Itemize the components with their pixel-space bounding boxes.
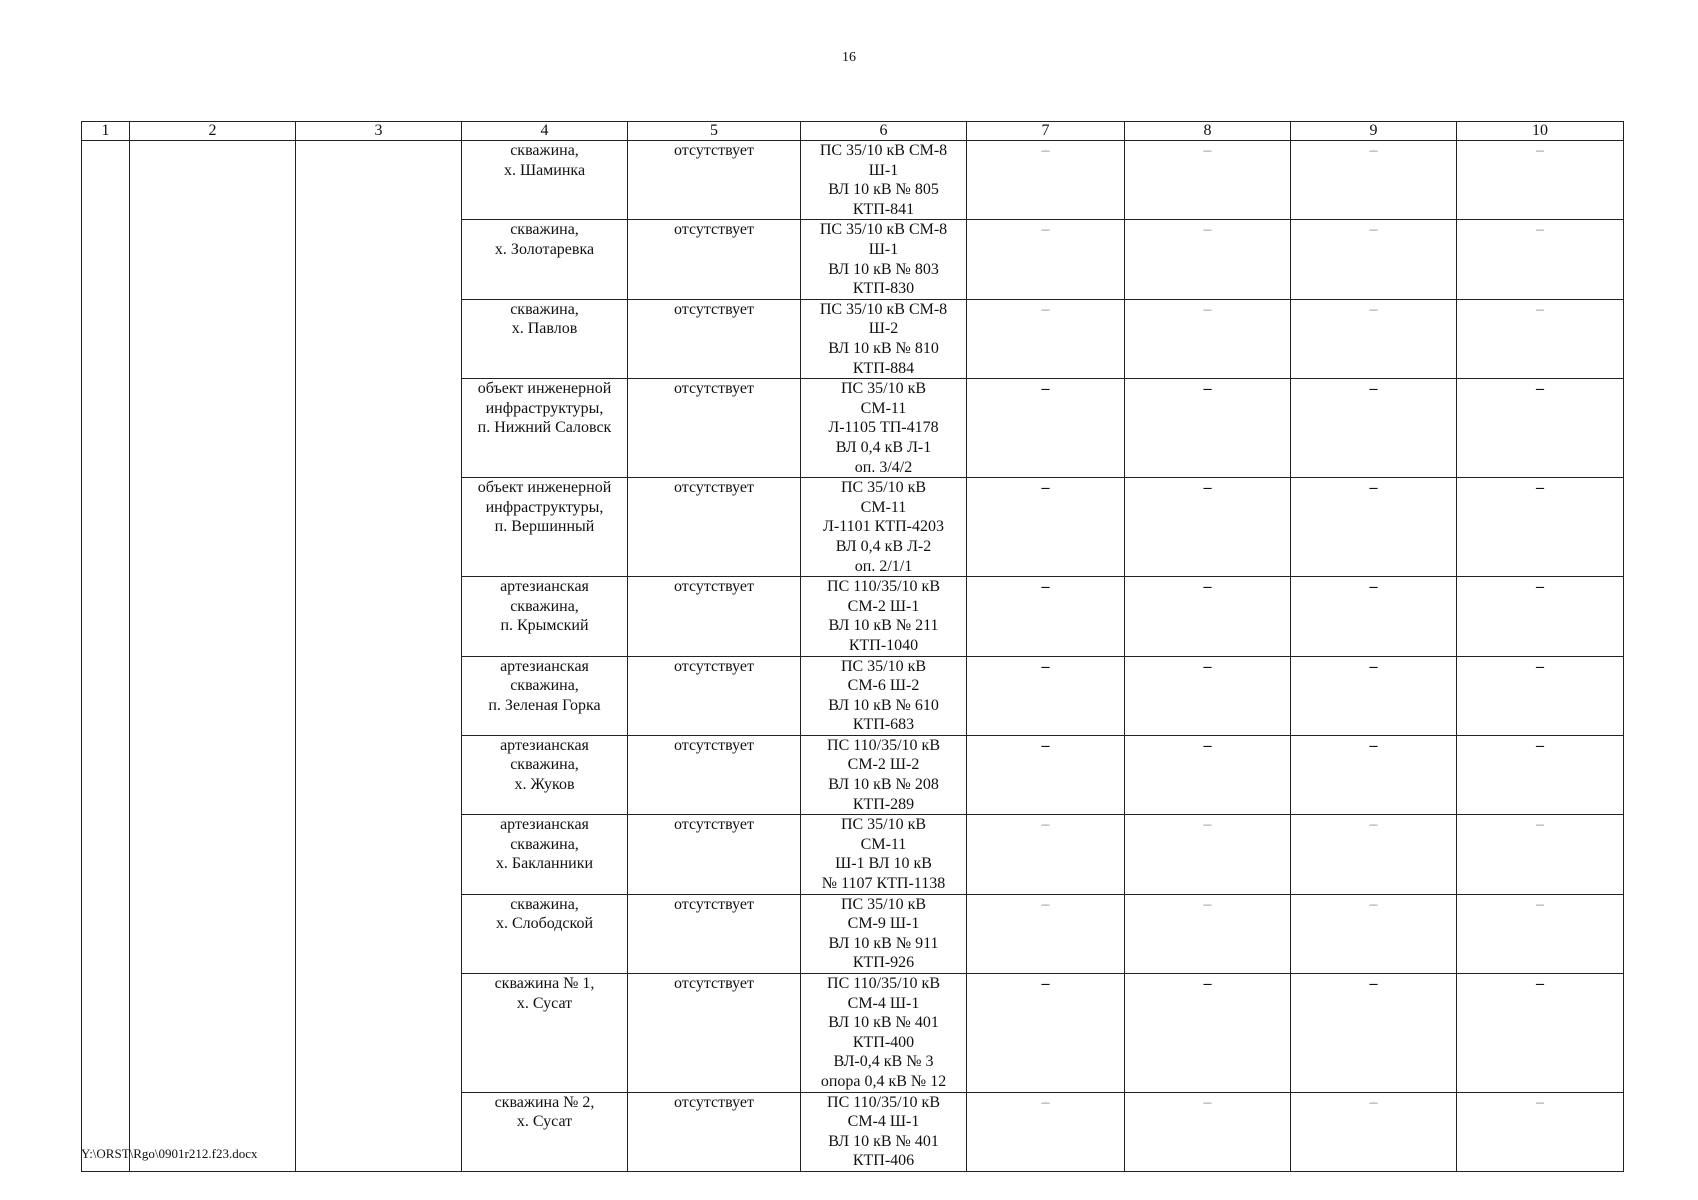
column-header: 8 — [1125, 122, 1291, 141]
dash-text: – — [1536, 479, 1544, 497]
dash-text: – — [1536, 380, 1544, 398]
object-cell-text: скважина, х. Шаминка — [503, 142, 586, 179]
dash-cell — [1291, 478, 1457, 577]
dash-text: – — [1536, 221, 1544, 239]
dash-text: – — [1041, 895, 1050, 913]
dash-text: – — [1536, 142, 1544, 159]
dash-cell — [1457, 1092, 1624, 1171]
dash-text: – — [1369, 300, 1378, 318]
object-cell — [462, 220, 628, 299]
object-cell — [462, 299, 628, 378]
power-source-cell-text: ПС 35/10 кВ СМ-8 Ш-2 ВЛ 10 кВ № 810 КТП-884 — [819, 300, 948, 377]
power-source-cell — [801, 577, 967, 656]
dash-text: – — [1041, 1093, 1050, 1111]
power-source-cell-text: ПС 110/35/10 кВ СМ-2 Ш-1 ВЛ 10 кВ № 211 КТП-1040 — [827, 578, 940, 654]
dash-cell — [1125, 141, 1291, 220]
table-body — [82, 141, 1624, 1172]
dash-text: – — [1203, 380, 1212, 398]
dash-text: – — [1369, 479, 1378, 497]
dash-cell — [1125, 894, 1291, 973]
dash-text: – — [1041, 816, 1050, 834]
column-header: 2 — [130, 122, 296, 141]
dash-text: – — [1536, 300, 1544, 318]
dash-cell — [1457, 577, 1624, 656]
column-header: 6 — [801, 122, 967, 141]
status-cell-text: отсутствует — [673, 1093, 755, 1111]
dash-cell — [1291, 974, 1457, 1093]
status-cell-text: отсутствует — [673, 479, 755, 497]
power-source-cell — [801, 894, 967, 973]
dash-cell — [1291, 1092, 1457, 1171]
status-cell — [628, 1092, 801, 1171]
dash-cell — [967, 478, 1125, 577]
dash-text: – — [1536, 895, 1544, 913]
dash-cell — [967, 379, 1125, 478]
dash-text: – — [1041, 975, 1050, 992]
dash-cell — [1291, 299, 1457, 378]
dash-text: – — [1041, 221, 1050, 239]
dash-text: – — [1536, 975, 1544, 992]
dash-text: – — [1369, 142, 1378, 159]
header-row — [82, 122, 1624, 141]
dash-text: – — [1369, 221, 1378, 239]
power-source-cell — [801, 656, 967, 735]
dash-text: – — [1369, 736, 1378, 754]
table-row — [82, 141, 1624, 220]
power-source-cell — [801, 735, 967, 814]
status-cell-text: отсутствует — [673, 221, 755, 239]
dash-text: – — [1041, 300, 1050, 318]
dash-text: – — [1203, 578, 1212, 596]
dash-cell — [1457, 299, 1624, 378]
column-3-cell — [296, 141, 462, 1172]
power-source-cell-text: ПС 110/35/10 кВ СМ-2 Ш-2 ВЛ 10 кВ № 208 КТП-289 — [827, 736, 940, 813]
column-header: 10 — [1457, 122, 1624, 141]
power-source-cell-text: ПС 35/10 кВ СМ-11 Ш-1 ВЛ 10 кВ № 1107 КТП-1138 — [821, 816, 946, 893]
power-source-cell-text: ПС 35/10 кВ СМ-9 Ш-1 ВЛ 10 кВ № 911 КТП-926 — [828, 895, 939, 972]
object-cell — [462, 478, 628, 577]
dash-cell — [967, 220, 1125, 299]
status-cell-text: отсутствует — [673, 142, 755, 159]
object-cell — [462, 894, 628, 973]
power-source-cell — [801, 299, 967, 378]
dash-text: – — [1041, 479, 1050, 497]
dash-cell — [1125, 577, 1291, 656]
status-cell-text: отсутствует — [673, 816, 755, 834]
dash-text: – — [1203, 142, 1212, 159]
status-cell — [628, 478, 801, 577]
object-cell-text: артезианская скважина, х. Жуков — [500, 736, 589, 794]
dash-text: – — [1536, 657, 1544, 675]
dash-cell — [1125, 974, 1291, 1093]
power-source-cell — [801, 379, 967, 478]
power-source-cell-text: ПС 110/35/10 кВ СМ-4 Ш-1 ВЛ 10 кВ № 401 КТП-406 — [827, 1093, 940, 1170]
dash-cell — [967, 656, 1125, 735]
dash-cell — [1125, 220, 1291, 299]
object-cell-text: скважина № 1, х. Сусат — [494, 975, 595, 1012]
dash-cell — [967, 815, 1125, 894]
status-cell — [628, 735, 801, 814]
dash-text: – — [1041, 578, 1050, 596]
object-cell-text: объект инженерной инфраструктуры, п. Вершинный — [477, 479, 612, 536]
status-cell — [628, 974, 801, 1093]
dash-cell — [1457, 735, 1624, 814]
dash-cell — [1291, 656, 1457, 735]
object-cell-text: скважина № 2, х. Сусат — [494, 1093, 595, 1131]
object-cell — [462, 379, 628, 478]
status-cell-text: отсутствует — [673, 380, 755, 398]
object-cell — [462, 656, 628, 735]
dash-text: – — [1041, 736, 1050, 754]
page-number: 16 — [842, 50, 856, 65]
status-cell-text: отсутствует — [673, 895, 755, 913]
dash-cell — [1457, 478, 1624, 577]
dash-text: – — [1041, 657, 1050, 675]
object-cell-text: артезианская скважина, х. Бакланники — [495, 816, 594, 873]
power-source-cell-text: ПС 35/10 кВ СМ-8 Ш-1 ВЛ 10 кВ № 803 КТП-830 — [819, 221, 948, 298]
dash-text: – — [1369, 657, 1378, 675]
dash-text: – — [1041, 380, 1050, 398]
footer-file-path: Y:\ORST\Rgo\0901r212.f23.docx — [81, 1146, 258, 1161]
dash-cell — [967, 894, 1125, 973]
dash-text: – — [1203, 479, 1212, 497]
dash-text: – — [1536, 578, 1544, 596]
dash-cell — [967, 299, 1125, 378]
object-cell — [462, 974, 628, 1093]
status-cell-text: отсутствует — [673, 300, 755, 318]
dash-cell — [1457, 894, 1624, 973]
column-header: 5 — [628, 122, 801, 141]
status-cell — [628, 141, 801, 220]
power-source-cell-text: ПС 35/10 кВ СМ-11 Л-1101 КТП-4203 ВЛ 0,4 кВ Л-2 оп. 2/1/1 — [823, 479, 944, 575]
object-cell-text: скважина, х. Павлов — [510, 300, 579, 338]
dash-cell — [1291, 379, 1457, 478]
power-source-cell-text: ПС 35/10 кВ СМ-11 Л-1105 ТП-4178 ВЛ 0,4 кВ Л-1 оп. 3/4/2 — [828, 380, 939, 476]
dash-text: – — [1369, 816, 1378, 834]
status-cell — [628, 656, 801, 735]
object-cell-text: артезианская скважина, п. Крымский — [500, 578, 589, 635]
power-source-cell — [801, 974, 967, 1093]
column-2-cell — [130, 141, 296, 1172]
dash-text: – — [1369, 1093, 1378, 1111]
status-cell — [628, 220, 801, 299]
status-cell-text: отсутствует — [673, 736, 755, 754]
dash-cell — [1291, 735, 1457, 814]
dash-text: – — [1203, 657, 1212, 675]
dash-text: – — [1203, 221, 1212, 239]
dash-cell — [967, 577, 1125, 656]
dash-text: – — [1041, 142, 1050, 159]
dash-cell — [1125, 299, 1291, 378]
dash-text: – — [1203, 895, 1212, 913]
column-1-cell — [82, 141, 130, 1172]
dash-cell — [1291, 577, 1457, 656]
column-header: 4 — [462, 122, 628, 141]
column-header: 7 — [967, 122, 1125, 141]
dash-cell — [1457, 220, 1624, 299]
object-cell — [462, 577, 628, 656]
power-source-cell-text: ПС 35/10 кВ СМ-6 Ш-2 ВЛ 10 кВ № 610 КТП-683 — [828, 657, 939, 734]
object-cell — [462, 815, 628, 894]
dash-text: – — [1203, 736, 1212, 754]
object-cell-text: скважина, х. Слободской — [495, 895, 594, 933]
status-cell — [628, 577, 801, 656]
dash-cell — [1291, 220, 1457, 299]
column-header: 9 — [1291, 122, 1457, 141]
column-header: 1 — [82, 122, 130, 141]
dash-cell — [1125, 379, 1291, 478]
object-cell — [462, 735, 628, 814]
dash-text: – — [1203, 1093, 1212, 1111]
dash-text: – — [1369, 380, 1378, 398]
object-cell-text: объект инженерной инфраструктуры, п. Нижний Саловск — [477, 380, 612, 437]
dash-cell — [1457, 141, 1624, 220]
power-source-cell-text: ПС 110/35/10 кВ СМ-4 Ш-1 ВЛ 10 кВ № 401 КТП-400 ВЛ-0,4 кВ № 3 опора 0,4 кВ № 12 — [820, 975, 947, 1090]
dash-cell — [1125, 735, 1291, 814]
dash-cell — [967, 141, 1125, 220]
dash-text: – — [1369, 975, 1378, 992]
dash-cell — [1125, 1092, 1291, 1171]
power-source-cell — [801, 220, 967, 299]
status-cell — [628, 299, 801, 378]
dash-cell — [967, 735, 1125, 814]
object-cell-text: скважина, х. Золотаревка — [494, 221, 595, 258]
dash-cell — [1125, 815, 1291, 894]
dash-text: – — [1536, 1093, 1544, 1111]
object-cell-text: артезианская скважина, п. Зеленая Горка — [488, 657, 601, 714]
power-source-cell-text: ПС 35/10 кВ СМ-8 Ш-1 ВЛ 10 кВ № 805 КТП-841 — [819, 142, 948, 218]
dash-cell — [1457, 656, 1624, 735]
dash-text: – — [1369, 578, 1378, 596]
object-cell — [462, 141, 628, 220]
dash-cell — [1457, 379, 1624, 478]
dash-text: – — [1536, 736, 1544, 754]
dash-text: – — [1203, 816, 1212, 834]
dash-cell — [1457, 815, 1624, 894]
dash-cell — [1291, 815, 1457, 894]
power-source-cell — [801, 141, 967, 220]
status-cell — [628, 894, 801, 973]
status-cell-text: отсутствует — [673, 578, 755, 596]
status-cell-text: отсутствует — [673, 657, 755, 675]
dash-cell — [1125, 656, 1291, 735]
dash-cell — [967, 1092, 1125, 1171]
data-table — [81, 121, 1624, 1172]
object-cell — [462, 1092, 628, 1171]
dash-cell — [1291, 894, 1457, 973]
dash-cell — [1457, 974, 1624, 1093]
power-source-cell — [801, 1092, 967, 1171]
dash-text: – — [1203, 300, 1212, 318]
power-source-cell — [801, 478, 967, 577]
column-header: 3 — [296, 122, 462, 141]
dash-text: – — [1369, 895, 1378, 913]
status-cell-text: отсутствует — [673, 975, 755, 992]
dash-cell — [1291, 141, 1457, 220]
dash-cell — [967, 974, 1125, 1093]
dash-text: – — [1203, 975, 1212, 992]
power-source-cell — [801, 815, 967, 894]
dash-text: – — [1536, 816, 1544, 834]
status-cell — [628, 815, 801, 894]
status-cell — [628, 379, 801, 478]
dash-cell — [1125, 478, 1291, 577]
